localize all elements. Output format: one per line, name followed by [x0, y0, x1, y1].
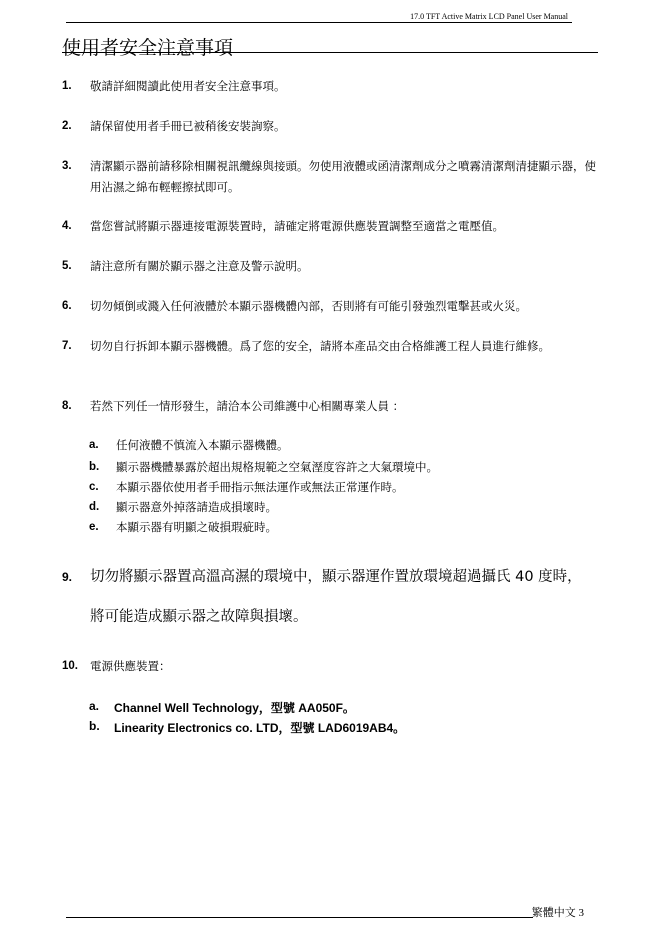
- item-text: 敬請詳細閱讀此使用者安全注意事項。: [90, 79, 286, 93]
- sub-item-text: 本顯示器依使用者手冊指示無法運作或無法正常運作時。: [116, 480, 404, 494]
- sub-item-letter: e.: [89, 521, 99, 533]
- item-number: 8.: [62, 400, 72, 412]
- sub-item-letter: a.: [89, 439, 99, 451]
- item-number: 1.: [62, 80, 72, 92]
- item-number: 4.: [62, 220, 72, 232]
- item-number: 9.: [62, 570, 73, 584]
- running-header: 17.0 TFT Active Matrix LCD Panel User Manual: [410, 12, 568, 21]
- item-text: 請注意所有關於顯示器之注意及警示說明。: [90, 259, 309, 273]
- item-text: 當您嘗試將顯示器連接電源裝置時，請確定將電源供應裝置調整至適當之電壓值。: [90, 219, 504, 233]
- page-title: 使用者安全注意事項: [62, 37, 234, 59]
- sub-item-letter: b.: [89, 461, 100, 473]
- sub-item-text: Linearity Electronics co. LTD，型號 LAD6019AB4。: [114, 721, 406, 735]
- sub-item-letter: c.: [89, 481, 99, 493]
- sub-item-letter: b.: [89, 719, 100, 733]
- item-number: 5.: [62, 260, 72, 272]
- sub-item-text: 顯示器機體暴露於超出規格規範之空氣溼度容許之大氣環境中。: [116, 460, 438, 474]
- sub-item-text: 本顯示器有明顯之破損瑕疵時。: [116, 520, 277, 534]
- item-number: 3.: [62, 160, 72, 172]
- item-text: 若然下列任一情形發生，請洽本公司維護中心相關專業人員 ：: [90, 399, 405, 413]
- item-number: 6.: [62, 300, 72, 312]
- sub-item-letter: a.: [89, 699, 100, 713]
- item-number: 2.: [62, 120, 72, 132]
- item-text: 電源供應裝置：: [90, 659, 171, 673]
- item-text: 切勿自行拆卸本顯示器機體。爲了您的安全，請將本產品交由合格維護工程人員進行維修。: [90, 339, 550, 353]
- item-text: 請保留使用者手冊已被稍後安裝詢察。: [90, 119, 286, 133]
- sub-item-letter: d.: [89, 501, 100, 513]
- sub-item-text: 顯示器意外掉落請造成損壞時。: [116, 500, 277, 514]
- item-text: 清潔顯示器前請移除相關視訊纜線與接頭。勿使用液體或函清潔劑成分之噴霧清潔劑清捷顯示器，使用沾濕之綿布輕輕擦拭即可。: [90, 159, 596, 194]
- item-text: 切勿傾倒或濺入任何液體於本顯示器機體內部，否則將有可能引發強烈電擊甚或火災。: [90, 299, 527, 313]
- title-underline: [62, 52, 598, 53]
- page-number: 繁體中文 3: [531, 907, 584, 919]
- sub-item-text: 任何液體不慎流入本顯示器機體。: [116, 438, 289, 452]
- header-rule: [66, 22, 572, 23]
- sub-item-text: Channel Well Technology，型號 AA050F。: [114, 701, 355, 715]
- footer-rule: [66, 917, 533, 918]
- item-number: 7.: [62, 340, 72, 352]
- item-number: 10.: [62, 660, 78, 672]
- item-text: 切勿將顯示器置高溫高濕的環境中，顯示器運作置放環境超過攝氏 40 度時，將可能造成顯示器之故障與損壞。: [90, 569, 582, 625]
